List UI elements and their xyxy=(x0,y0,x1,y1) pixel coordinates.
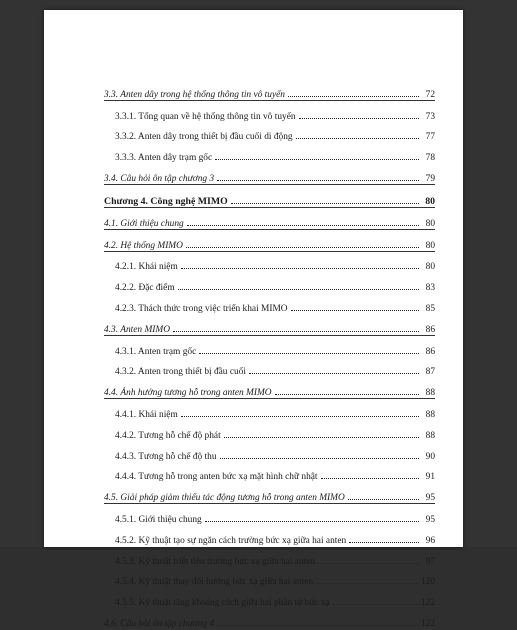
toc-entry-title: 4.2. Hệ thống MIMO xyxy=(104,240,183,251)
toc-entry-page-number: 80 xyxy=(425,240,435,251)
toc-entry-title: 4.2.1. Khái niệm xyxy=(115,262,178,273)
toc-entry[interactable] xyxy=(104,163,435,184)
toc-entry-page-number: 83 xyxy=(425,283,435,294)
toc-entry[interactable] xyxy=(104,208,435,229)
toc-entry-title: 3.3.2. Anten dây trong thiết bị đầu cuối di động xyxy=(115,132,293,143)
toc-entry-title: 4.5.2. Kỹ thuật tạo sự ngăn cách trường bức xạ giữa hai anten xyxy=(115,535,347,546)
toc-entry-title: 4.4.4. Tương hỗ trong anten bức xạ mặt hình chữ nhật xyxy=(115,472,318,483)
toc-entry-page-number: 120 xyxy=(420,577,435,588)
toc-entry-page-number: 79 xyxy=(425,173,435,184)
toc-entry[interactable] xyxy=(104,314,435,335)
toc-entry-page-number: 91 xyxy=(425,472,435,483)
toc-entry[interactable] xyxy=(104,420,435,441)
toc-entry[interactable] xyxy=(104,252,435,273)
toc-entry-title: 4.2.3. Thách thức trong việc triển khai MIMO xyxy=(115,303,288,314)
toc-entry-title: 3.3.1. Tổng quan về hệ thống thông tin vô tuyến xyxy=(115,111,296,122)
dot-leader xyxy=(205,521,419,522)
dot-leader xyxy=(288,96,419,97)
toc-entry[interactable] xyxy=(104,608,435,629)
toc-entry[interactable] xyxy=(104,377,435,398)
table-of-contents xyxy=(104,79,435,630)
toc-entry[interactable] xyxy=(104,293,435,314)
toc-entry-page-number: 78 xyxy=(425,153,435,164)
toc-entry-page-number: 88 xyxy=(425,409,435,420)
toc-entry[interactable] xyxy=(104,272,435,293)
document-page xyxy=(44,10,463,629)
dot-leader xyxy=(220,458,419,459)
toc-entry-title: 4.4.3. Tương hỗ chế độ thu xyxy=(115,451,217,462)
dot-leader xyxy=(249,373,419,374)
dot-leader xyxy=(316,583,419,584)
toc-entry[interactable] xyxy=(104,336,435,357)
toc-entry-title: 4.5.5. Kỹ thuật tăng khoảng cách giữa hai phần tử bức xạ xyxy=(115,598,330,609)
toc-entry-title: 4.1. Giới thiệu chung xyxy=(104,218,184,229)
toc-entry[interactable] xyxy=(104,482,435,503)
toc-entry-title: 4.3.1. Anten trạm gốc xyxy=(115,346,197,357)
dot-leader xyxy=(291,310,419,311)
dot-leader xyxy=(217,180,419,181)
toc-entry-title: 4.5.3. Kỹ thuật triệt tiêu trường bức xạ giữa hai anten xyxy=(115,556,316,567)
toc-entry-page-number: 95 xyxy=(425,493,435,504)
toc-entry-title: 4.4. Ảnh hưởng tương hỗ trong anten MIMO xyxy=(104,388,272,399)
toc-entry[interactable] xyxy=(104,504,435,525)
toc-entry[interactable] xyxy=(104,79,435,100)
toc-entry[interactable] xyxy=(104,101,435,122)
dot-leader xyxy=(231,203,419,204)
toc-entry-title: 4.2.2. Đặc điểm xyxy=(115,283,175,294)
dot-leader xyxy=(299,118,419,119)
toc-entry[interactable] xyxy=(104,142,435,163)
dot-leader xyxy=(275,394,419,395)
dot-leader xyxy=(296,138,419,139)
toc-entry-title: 4.5.4. Kỹ thuật thay đổi hướng bức xạ giữa hai anten xyxy=(115,577,314,588)
dot-leader xyxy=(318,563,419,564)
toc-entry-page-number: 80 xyxy=(425,195,435,207)
toc-entry-title: 4.4.2. Tương hỗ chế độ phát xyxy=(115,430,221,441)
dot-leader xyxy=(224,437,419,438)
dot-leader xyxy=(178,289,419,290)
dot-leader xyxy=(217,625,419,626)
toc-entry-page-number: 86 xyxy=(425,324,435,335)
toc-entry-page-number: 80 xyxy=(425,262,435,273)
dot-leader xyxy=(348,499,419,500)
dot-leader xyxy=(186,247,419,248)
toc-entry[interactable] xyxy=(104,546,435,567)
dot-leader xyxy=(187,225,419,226)
toc-entry[interactable] xyxy=(104,525,435,546)
toc-entry[interactable] xyxy=(104,587,435,608)
toc-entry-page-number: 80 xyxy=(425,218,435,229)
toc-entry[interactable] xyxy=(104,230,435,251)
toc-entry-page-number: 88 xyxy=(425,430,435,441)
toc-entry-page-number: 122 xyxy=(420,618,435,629)
toc-entry-page-number: 96 xyxy=(425,535,435,546)
toc-entry-title: 4.3. Anten MIMO xyxy=(104,324,170,335)
toc-entry-title: Chương 4. Công nghệ MIMO xyxy=(104,195,228,207)
toc-entry-page-number: 72 xyxy=(425,89,435,100)
toc-entry-page-number: 90 xyxy=(425,451,435,462)
toc-entry-title: 4.5. Giải pháp giảm thiểu tác động tương hỗ trong anten MIMO xyxy=(104,493,345,504)
toc-entry[interactable] xyxy=(104,567,435,588)
toc-entry-title: 4.5.1. Giới thiệu chung xyxy=(115,514,202,525)
dot-leader xyxy=(199,353,419,354)
toc-entry-page-number: 73 xyxy=(425,111,435,122)
dot-leader xyxy=(333,604,419,605)
toc-entry-page-number: 85 xyxy=(425,303,435,314)
toc-entry-page-number: 122 xyxy=(420,598,435,609)
toc-entry[interactable] xyxy=(104,185,435,207)
dot-leader xyxy=(173,331,419,332)
dot-leader xyxy=(321,478,419,479)
toc-entry-page-number: 87 xyxy=(425,367,435,378)
toc-entry-title: 4.4.1. Khái niệm xyxy=(115,409,178,420)
dot-leader xyxy=(215,159,419,160)
toc-entry-title: 4.6. Câu hỏi ôn tập chương 4 xyxy=(104,618,215,629)
dot-leader xyxy=(181,268,419,269)
toc-entry[interactable] xyxy=(104,122,435,143)
toc-entry-title: 3.3.3. Anten dây trạm gốc xyxy=(115,153,213,164)
toc-entry[interactable] xyxy=(104,399,435,420)
dot-leader xyxy=(349,542,419,543)
toc-entry-title: 4.3.2. Anten trong thiết bị đầu cuối xyxy=(115,367,246,378)
toc-entry[interactable] xyxy=(104,441,435,462)
toc-entry-page-number: 95 xyxy=(425,514,435,525)
toc-entry[interactable] xyxy=(104,357,435,378)
toc-entry-title: 3.4. Câu hỏi ôn tập chương 3 xyxy=(104,173,215,184)
toc-entry-title: 3.3. Anten dây trong hệ thống thông tin vô tuyến xyxy=(104,89,285,100)
toc-entry-page-number: 97 xyxy=(425,556,435,567)
toc-entry-page-number: 86 xyxy=(425,346,435,357)
dot-leader xyxy=(181,416,419,417)
toc-entry-page-number: 77 xyxy=(425,132,435,143)
toc-entry[interactable] xyxy=(104,462,435,483)
toc-entry-page-number: 88 xyxy=(425,388,435,399)
